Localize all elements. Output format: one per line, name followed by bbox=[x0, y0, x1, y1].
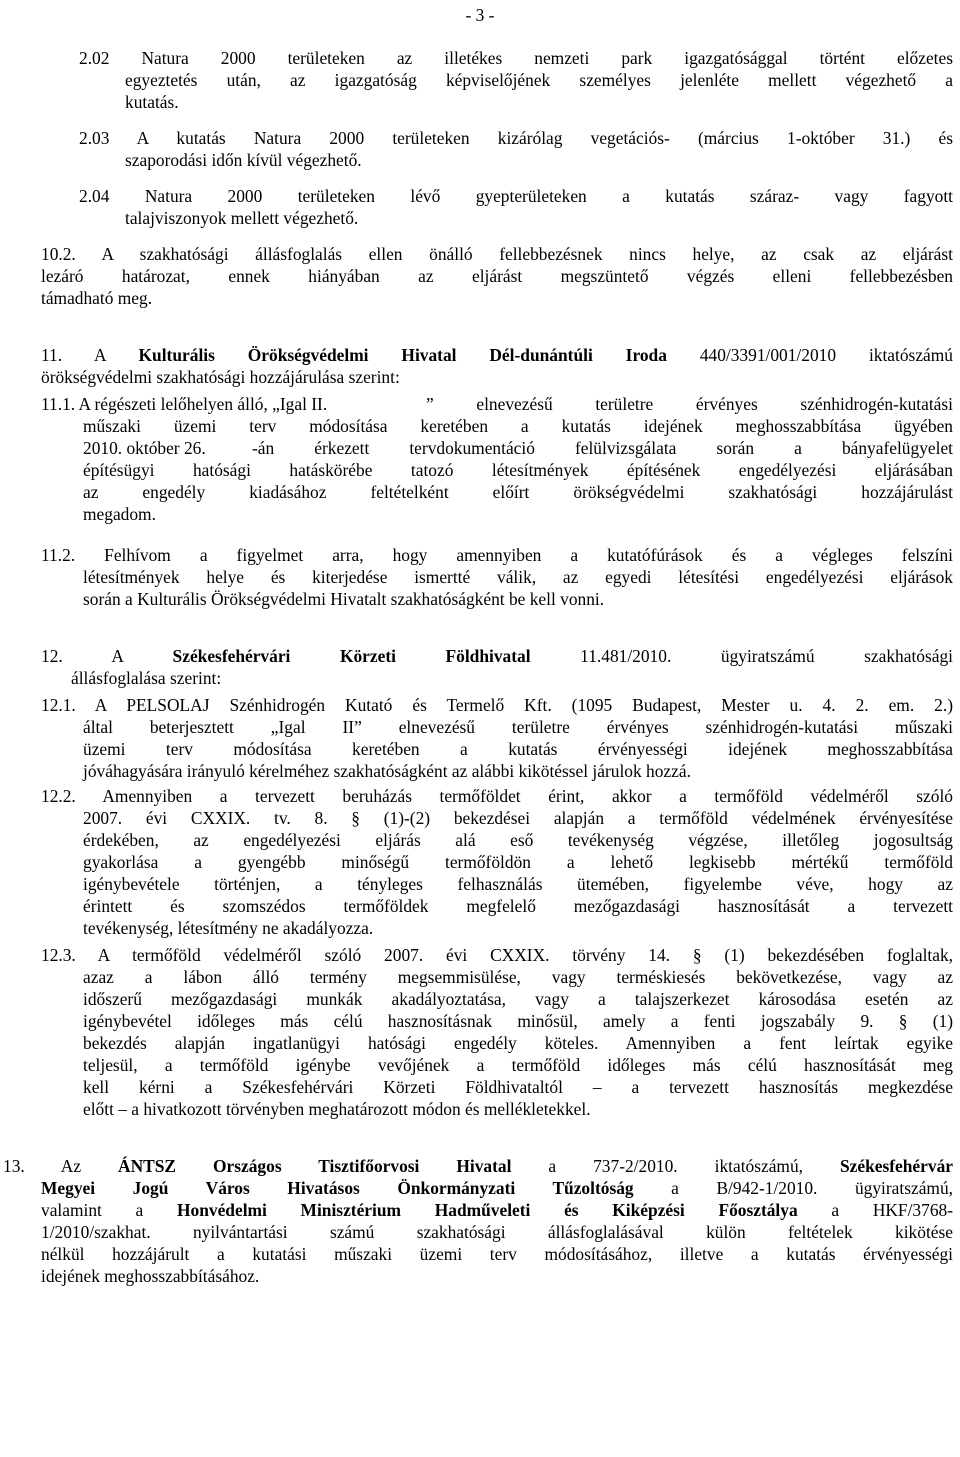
text-line bbox=[83, 807, 953, 829]
text-segment: talajviszonyok mellett végezhető. bbox=[125, 208, 359, 228]
text-segment: 12.2. Amennyiben a tervezett beruházás termőföldet érint, akkor a termőföld védelméről szóló bbox=[41, 786, 953, 806]
text-line bbox=[83, 459, 953, 481]
text-segment: által beterjesztett „Igal II” elnevezésű területre érvényes szénhidrogén-kutatási műszaki bbox=[83, 717, 953, 737]
text-line bbox=[79, 127, 953, 149]
text-line bbox=[83, 1054, 953, 1076]
text-segment: 2.02 Natura 2000 területeken az illetékes nemzeti park igazgatósággal történt előzetes bbox=[79, 48, 953, 68]
text-segment: lezáró határozat, ennek hiányában az eljárást megszüntető végzés elleni fellebbezésben bbox=[41, 266, 953, 286]
text-line bbox=[41, 243, 953, 265]
text-segment: állásfoglalása szerint: bbox=[71, 668, 222, 688]
text-line bbox=[41, 694, 953, 716]
text-segment: örökségvédelmi szakhatósági hozzájárulása szerint: bbox=[41, 367, 400, 387]
text-line bbox=[41, 645, 953, 667]
text-segment: -án érkezett tervdokumentáció felülvizsgálata során a bányafelügyelet bbox=[252, 438, 953, 458]
text-segment: a HKF/3768- bbox=[797, 1200, 953, 1220]
text-line bbox=[41, 1177, 953, 1199]
text-line bbox=[125, 69, 953, 91]
text-segment: tevékenység, létesítmény ne akadályozza. bbox=[83, 918, 374, 938]
text-segment: 11.2. Felhívom a figyelmet arra, hogy amennyiben a kutatófúrások és a végleges felszíni bbox=[41, 545, 953, 565]
text-segment: az engedély kiadásához feltételként előírt örökségvédelmi szakhatósági hozzájárulást bbox=[83, 482, 953, 502]
text-segment: 13. Az bbox=[3, 1156, 119, 1176]
text-line bbox=[83, 851, 953, 873]
text-segment: érintett és szomszédos termőföldek megfelelő mezőgazdasági hasznosítását a tervezett bbox=[83, 896, 953, 916]
text-segment: 11. A bbox=[41, 345, 139, 365]
text-segment: érdekében, az engedélyezési eljárás alá eső tevékenység végzése, illetőleg jogosultság bbox=[83, 830, 953, 850]
text-segment: nélkül hozzájárult a kutatási műszaki üzemi terv módosításához, illetve a kutatás érvényességi bbox=[41, 1244, 953, 1264]
text-segment: a B/942-1/2010. ügyiratszámú, bbox=[633, 1178, 953, 1198]
bold-text: Székesfehérvári Körzeti Földhivatal bbox=[172, 646, 531, 666]
text-segment: jóváhagyására irányuló kérelméhez szakhatóságként az alábbi kikötéssel járulok hozzá. bbox=[83, 761, 691, 781]
bold-text: Kulturális Örökségvédelmi Hivatal Dél-dunántúli Iroda bbox=[138, 345, 667, 365]
text-line bbox=[83, 566, 953, 588]
text-line bbox=[83, 588, 604, 610]
text-segment: kell kérni a Székesfehérvári Körzeti Földhivataltól – a tervezett hasznosítás megkezdése bbox=[83, 1077, 953, 1097]
text-line bbox=[83, 760, 691, 782]
text-line bbox=[426, 393, 953, 415]
text-segment: 11.481/2010. ügyiratszámú szakhatósági bbox=[530, 646, 953, 666]
text-line bbox=[41, 1243, 953, 1265]
text-segment: szaporodási időn kívül végezhető. bbox=[125, 150, 362, 170]
text-line bbox=[83, 1010, 953, 1032]
text-line bbox=[83, 829, 953, 851]
text-segment: 2.04 Natura 2000 területeken lévő gyepterületeken a kutatás száraz- vagy fagyott bbox=[79, 186, 953, 206]
text-segment: teljesül, a termőföld igénybe vevőjének a termőföld időleges más célú hasznosítását meg bbox=[83, 1055, 953, 1075]
text-segment: előtt – a hivatkozott törvényben meghatározott módon és mellékletekkel. bbox=[83, 1099, 591, 1119]
text-segment: 12.3. A termőföld védelméről szóló 2007. évi CXXIX. törvény 14. § (1) bekezdésében foglaltak, bbox=[41, 945, 953, 965]
text-line bbox=[41, 785, 953, 807]
text-segment: műszaki üzemi terv módosítása keretében a kutatás idejének meghosszabbítása ügyében bbox=[83, 416, 953, 436]
text-line bbox=[83, 917, 373, 939]
text-line bbox=[79, 185, 953, 207]
text-segment: 440/3391/001/2010 iktatószámú bbox=[666, 345, 953, 365]
text-segment: egyeztetés után, az igazgatóság képviselőjének személyes jelenléte mellett végezhető a bbox=[125, 70, 953, 90]
text-line bbox=[41, 544, 953, 566]
text-line bbox=[83, 895, 953, 917]
bold-text: ÁNTSZ Országos Tisztifőorvosi Hivatal bbox=[118, 1156, 512, 1176]
text-line bbox=[83, 481, 953, 503]
text-segment: 10.2. A szakhatósági állásfoglalás ellen önálló fellebbezésnek nincs helye, az csak az eljárást bbox=[41, 244, 953, 264]
text-line bbox=[83, 1076, 953, 1098]
text-line bbox=[79, 47, 953, 69]
text-line bbox=[41, 265, 953, 287]
text-segment: kutatás. bbox=[125, 92, 179, 112]
text-segment: létesítmények helye és kiterjedése ismertté válik, az egyedi létesítési engedélyezési eljárások bbox=[83, 567, 953, 587]
text-line bbox=[41, 393, 327, 415]
text-line bbox=[41, 1265, 259, 1287]
text-line bbox=[71, 667, 221, 689]
text-segment: támadható meg. bbox=[41, 288, 153, 308]
text-segment: idejének meghosszabbításához. bbox=[41, 1266, 260, 1286]
text-segment: 12. A bbox=[41, 646, 173, 666]
bold-text: Megyei Jogú Város Hivatásos Önkormányzati Tűzoltóság bbox=[41, 1178, 634, 1198]
text-segment: igénybevétel időleges más célú hasznosításnak minősül, amely a fenti jogszabály 9. § (1) bbox=[83, 1011, 953, 1031]
text-segment: megadom. bbox=[83, 504, 156, 524]
text-line bbox=[83, 1098, 591, 1120]
text-segment: 2007. évi CXXIX. tv. 8. § (1)-(2) bekezdései alapján a termőföld védelmének érvényesítése bbox=[83, 808, 953, 828]
text-segment: 12.1. A PELSOLAJ Szénhidrogén Kutató és Termelő Kft. (1095 Budapest, Mester u. 4. 2. em. 2.) bbox=[41, 695, 953, 715]
page-number: - 3 - bbox=[465, 5, 495, 25]
text-line bbox=[252, 437, 953, 459]
text-segment: üzemi terv módosítása keretében a kutatás érvényességi idejének meghosszabbítása bbox=[83, 739, 953, 759]
text-line bbox=[41, 287, 152, 309]
text-line bbox=[83, 738, 953, 760]
text-line bbox=[125, 149, 362, 171]
text-segment: építésügyi hatósági hatáskörébe tatozó létesítmények építésének engedélyezési eljárásában bbox=[83, 460, 953, 480]
text-line bbox=[125, 207, 358, 229]
text-segment: 2.03 A kutatás Natura 2000 területeken kizárólag vegetációs- (március 1-október 31.) és bbox=[79, 128, 953, 148]
text-line bbox=[125, 91, 179, 113]
text-line bbox=[83, 988, 953, 1010]
text-line bbox=[83, 503, 156, 525]
text-line bbox=[41, 944, 953, 966]
text-line bbox=[3, 1155, 953, 1177]
text-line bbox=[41, 1199, 953, 1221]
text-segment: azaz a lábon álló termény megsemmisülése, vagy terméskiesés bekövetkezése, vagy az bbox=[83, 967, 953, 987]
text-segment: időszerű mezőgazdasági munkák akadályoztatása, vagy a talajszerkezet károsodása esetén az bbox=[83, 989, 953, 1009]
text-line bbox=[83, 716, 953, 738]
text-line bbox=[83, 437, 206, 459]
text-segment: igénybevétele történjen, a tényleges felhasználás ütemében, figyelembe véve, hogy az bbox=[83, 874, 953, 894]
text-segment: ” elnevezésű területre érvényes szénhidrogén-kutatási bbox=[426, 394, 953, 414]
text-segment: a 737-2/2010. iktatószámú, bbox=[511, 1156, 840, 1176]
text-line bbox=[83, 873, 953, 895]
text-line bbox=[83, 1032, 953, 1054]
text-line bbox=[41, 1221, 953, 1243]
text-line bbox=[83, 415, 953, 437]
text-line bbox=[41, 366, 400, 388]
text-line bbox=[41, 344, 953, 366]
text-segment: bekezdés alapján ingatlanügyi hatósági engedély köteles. Amennyiben a fent leírtak egyike bbox=[83, 1033, 953, 1053]
text-segment: 2010. október 26. bbox=[83, 438, 206, 458]
text-segment: valamint a bbox=[41, 1200, 177, 1220]
text-line bbox=[83, 966, 953, 988]
text-segment: 11.1. A régészeti lelőhelyen álló, „Igal II. bbox=[41, 394, 328, 414]
text-segment: során a Kulturális Örökségvédelmi Hivatalt szakhatóságként be kell vonni. bbox=[83, 589, 605, 609]
bold-text: Székesfehérvár bbox=[839, 1156, 953, 1176]
text-segment: 1/2010/szakhat. nyilvántartási számú szakhatósági állásfoglalásával külön feltételek kikötése bbox=[41, 1222, 953, 1242]
bold-text: Honvédelmi Minisztérium Hadműveleti és Kiképzési Főosztálya bbox=[177, 1200, 798, 1220]
text-segment: gyakorlása a gyengébb minőségű termőföldön a lehető legkisebb mértékű termőföld bbox=[83, 852, 953, 872]
